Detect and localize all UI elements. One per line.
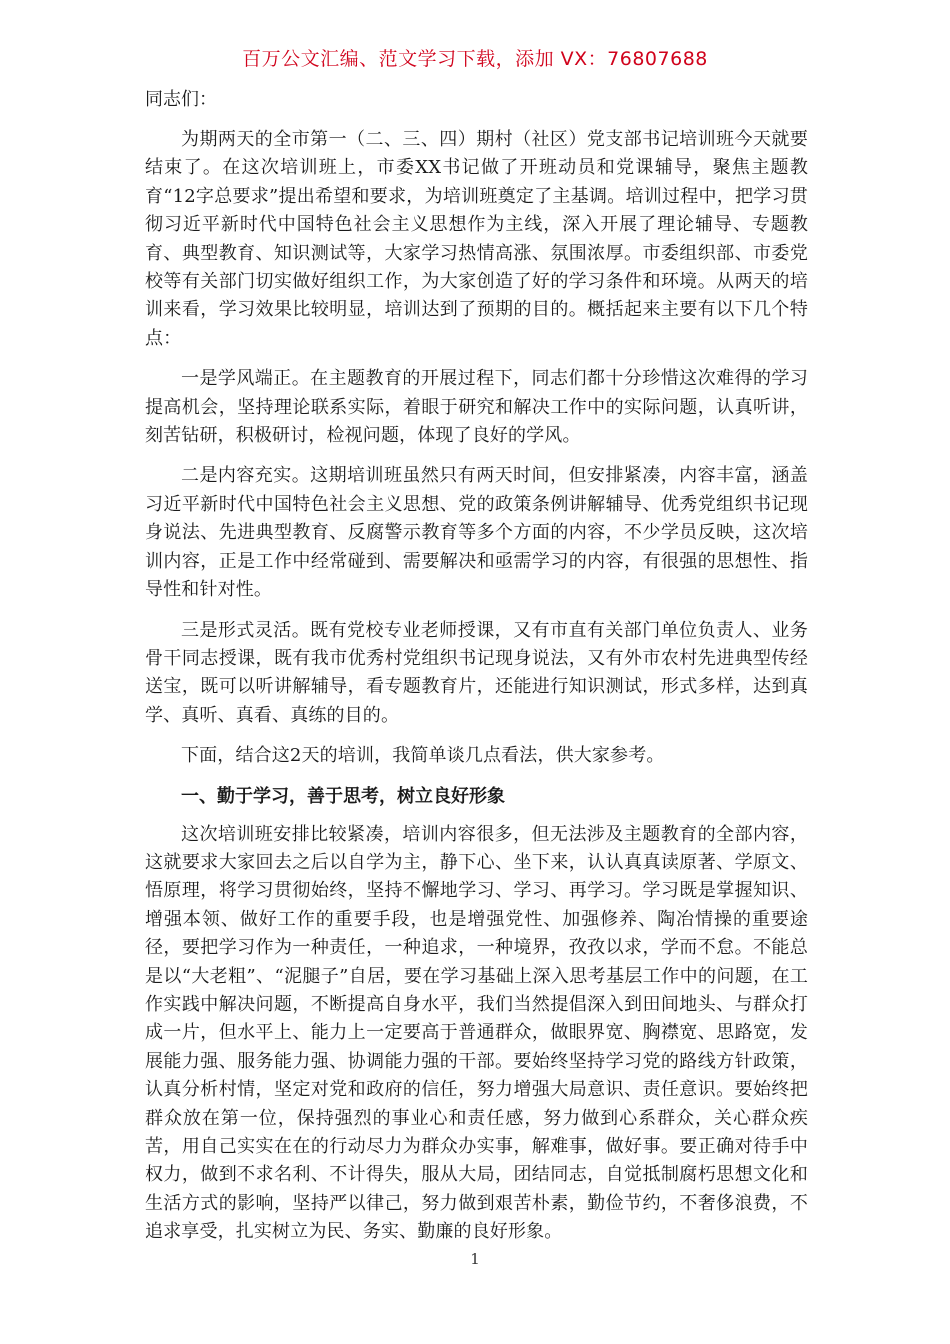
page-number: 1: [470, 1250, 480, 1268]
section-heading-1: 一、勤于学习，善于思考，树立良好形象: [181, 785, 505, 807]
document-body: [145, 84, 808, 1259]
paragraph-intro: 为期两天的全市第一（二、三、四）期村（社区）党支部书记培训班今天就要结束了。在这次培训班上，市委XX书记做了开班动员和党课辅导，聚焦主题教育“12字总要求”提出希望和要求，为培训班奠定了主基调。培训过程中，把学习贯彻习近平新时代中国特色社会主义思想作为主线，深入开展了理论辅导、专题教育、典型教育、知识测试等，大家学习热情高涨、氛围浓厚。市委组织部、市委党校等有关部门切实做好组织工作，为大家创造了好的学习条件和环境。从两天的培训来看，学习效果比较明显，培训达到了预期的目的。概括起来主要有以下几个特点：: [145, 129, 808, 349]
paragraph-feature-2: 二是内容充实。这期培训班虽然只有两天时间，但安排紧凑，内容丰富，涵盖习近平新时代中国特色社会主义思想、党的政策条例讲解辅导、优秀党组织书记现身说法、先进典型教育、反腐警示教育等多个方面的内容，不少学员反映，这次培训内容，正是工作中经常碰到、需要解决和亟需学习的内容，有很强的思想性、指导性和针对性。: [145, 465, 808, 601]
paragraph-transition: 下面，结合这2天的培训，我简单谈几点看法，供大家参考。: [181, 745, 665, 767]
paragraph-section-1: 这次培训班安排比较紧凑，培训内容很多，但无法涉及主题教育的全部内容，这就要求大家回去之后以自学为主，静下心、坐下来，认认真真读原著、学原文、悟原理，将学习贯彻始终，坚持不懈地学习、学习、再学习。学习既是掌握知识、增强本领、做好工作的重要手段，也是增强党性、加强修养、陶冶情操的重要途径，要把学习作为一种责任，一种追求，一种境界，孜孜以求，学而不怠。不能总是以“大老粗”、“泥腿子”自居，要在学习基础上深入思考基层工作中的问题，在工作实践中解决问题，不断提高自身水平，我们当然提倡深入到田间地头、与群众打成一片，但水平上、能力上一定要高于普通群众，做眼界宽、胸襟宽、思路宽，发展能力强、服务能力强、协调能力强的干部。要始终坚持学习党的路线方针政策，认真分析村情，坚定对党和政府的信任，努力增强大局意识、责任意识。要始终把群众放在第一位，保持强烈的事业心和责任感，努力做到心系群众，关心群众疾苦，用自己实实在在的行动尽力为群众办实事，解难事，做好事。要正确对待手中权力，做到不求名利、不计得失，服从大局，团结同志，自觉抵制腐朽思想文化和生活方式的影响，坚持严以律己，努力做到艰苦朴素，勤俭节约，不奢侈浪费，不追求享受，扎实树立为民、务实、勤廉的良好形象。: [145, 823, 808, 1243]
paragraph-feature-3: 三是形式灵活。既有党校专业老师授课，又有市直有关部门单位负责人、业务骨干同志授课，既有我市优秀村党组织书记现身说法，又有外市农村先进典型传经送宝，既可以听讲解辅导，看专题教育片，还能进行知识测试，形式多样，达到真学、真听、真看、真练的目的。: [145, 619, 808, 726]
salutation: 同志们：: [145, 89, 217, 110]
header-banner: 百万公文汇编、范文学习下载，添加 VX：76807688: [242, 48, 708, 70]
paragraph-feature-1: 一是学风端正。在主题教育的开展过程下，同志们都十分珍惜这次难得的学习提高机会，坚持理论联系实际，着眼于研究和解决工作中的实际问题，认真听讲，刻苦钻研，积极研讨，检视问题，体现了良好的学风。: [145, 368, 808, 447]
